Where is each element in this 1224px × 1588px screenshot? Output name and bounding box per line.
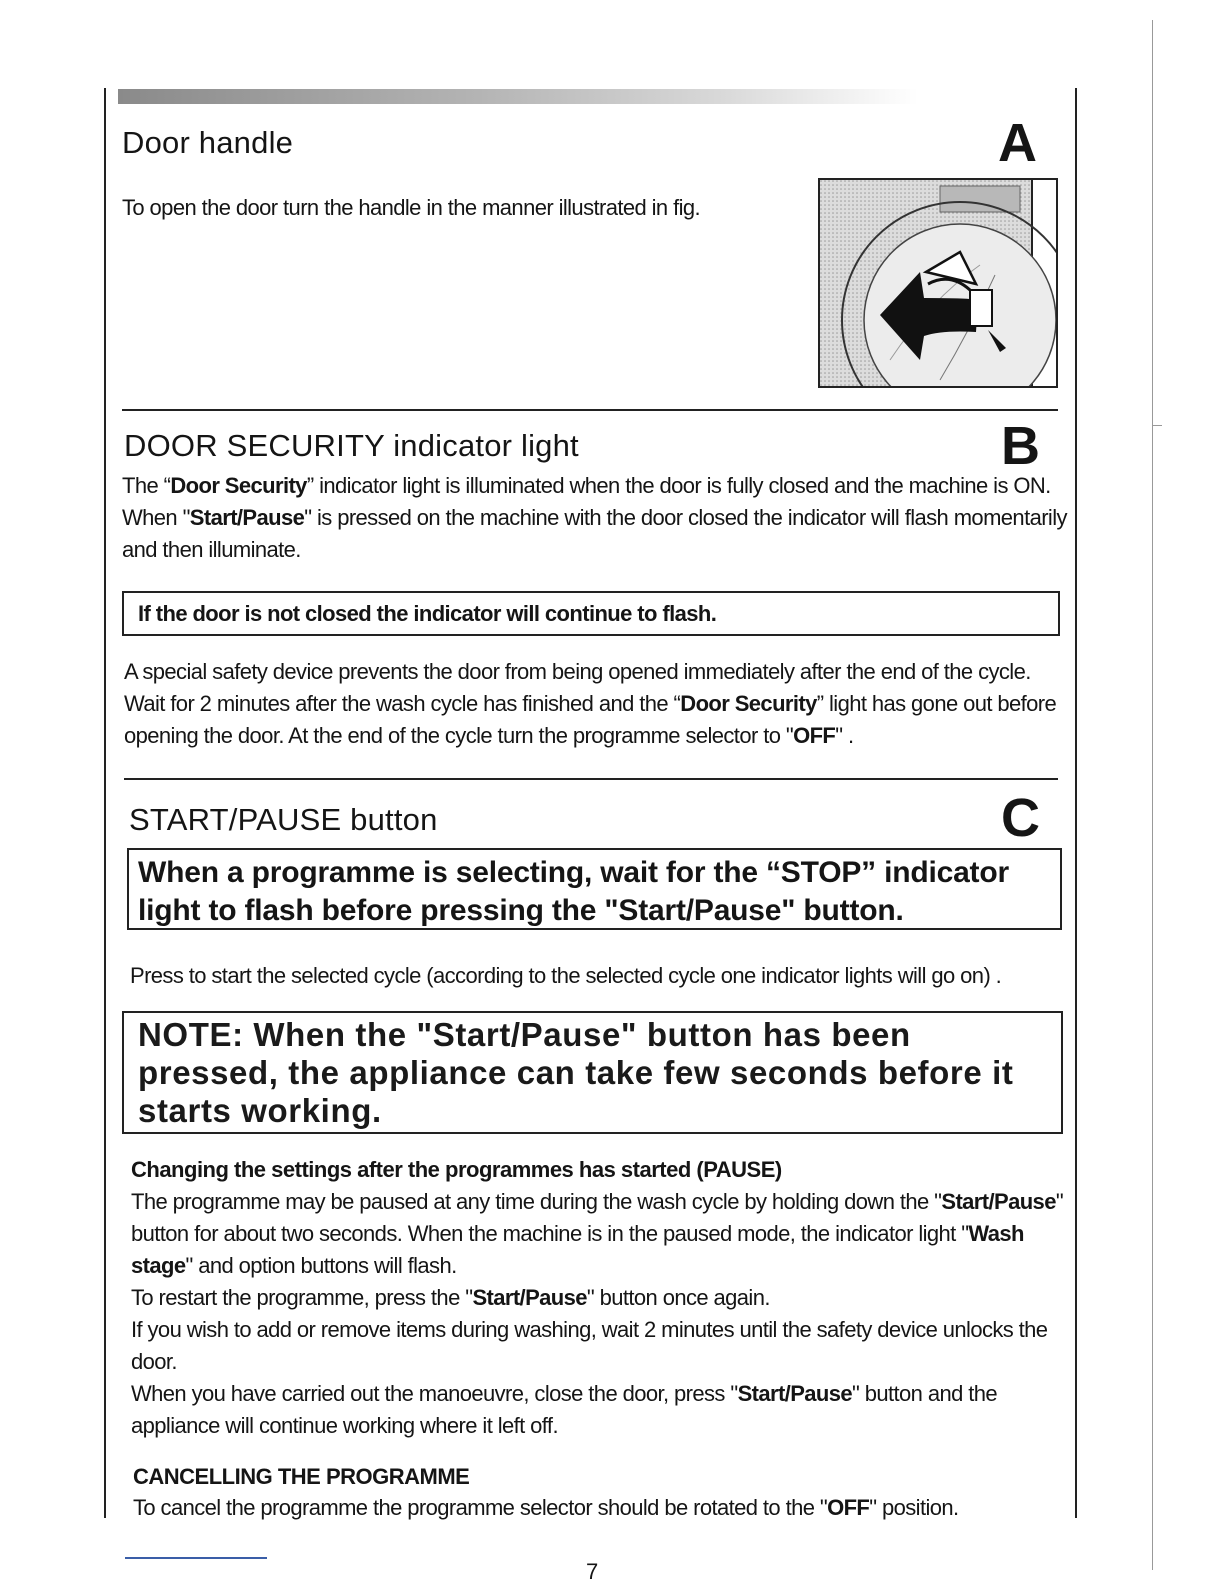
door-warning-text: If the door is not closed the indicator will continue to flash. [138,601,717,626]
stop-indicator-box [127,848,1062,930]
cancel-text: To cancel the programme the programme selector should be rotated to the "OFF" position. [133,1495,959,1520]
door-handle-rotation-icon [820,180,1058,388]
page-edge-tick [1152,425,1162,426]
section-a-title: Door handle [122,125,294,160]
page-number: 7 [586,1559,598,1584]
pause-heading: Changing the settings after the programmes has started (PAUSE) [131,1157,782,1182]
section-c-text: Press to start the selected cycle (according to the selected cycle one indicator lights will go on) . [130,963,1002,988]
door-warning-box [122,591,1060,636]
pause-paragraph-3: If you wish to add or remove items during washing, wait 2 minutes until the safety device unlocks the door. [131,1317,1048,1374]
header-shading-bar [118,89,918,104]
divider-b-c [124,778,1058,780]
section-c-letter: C [1001,788,1040,848]
section-b-paragraph-2: When "Start/Pause" is pressed on the machine with the door closed the indicator will flash momentarily and then illuminate. [122,505,1067,562]
section-b-title: DOOR SECURITY indicator light [124,428,579,463]
section-b-letter: B [1001,416,1040,476]
cancel-heading: CANCELLING THE PROGRAMME [133,1464,470,1489]
section-a-letter: A [998,113,1037,173]
section-a-text: To open the door turn the handle in the manner illustrated in fig. [122,195,701,220]
section-b-safety-text: A special safety device prevents the door from being opened immediately after the end of the cycle. Wait for 2 minutes after the wash cycle has finished and the “Door Security” light has gone out before opening the door. At the end of the cycle turn the programme selector to "OFF" . [124,659,1057,748]
divider-a-b [122,409,1058,411]
left-margin-line [104,88,106,1518]
page-edge-line [1152,20,1153,1570]
note-text: NOTE: When the "Start/Pause" button has been pressed, the appliance can take few seconds before it starts working. [138,1016,1014,1129]
pause-paragraph-1: The programme may be paused at any time during the wash cycle by holding down the "Start/Pause" button for about two seconds. When the machine is in the paused mode, the indicator light "Wash stage" and option buttons will flash. [131,1189,1064,1278]
stop-indicator-text: When a programme is selecting, wait for the “STOP” indicator light to flash before pressing the "Start/Pause" button. [138,856,1009,927]
note-box [122,1011,1063,1134]
section-b-paragraph-1: The “Door Security” indicator light is illuminated when the door is fully closed and the machine is ON. [122,473,1051,498]
door-handle-figure [818,178,1058,388]
pause-paragraph-2: To restart the programme, press the "Start/Pause" button once again. [131,1285,770,1310]
section-c-title: START/PAUSE button [129,802,438,837]
footer-underline [125,1557,267,1559]
pause-text [131,1186,1066,1442]
pause-paragraph-4: When you have carried out the manoeuvre, close the door, press "Start/Pause" button and the appliance will continue working where it left off. [131,1381,998,1438]
section-b-text [122,470,1067,566]
right-margin-line [1075,88,1077,1518]
